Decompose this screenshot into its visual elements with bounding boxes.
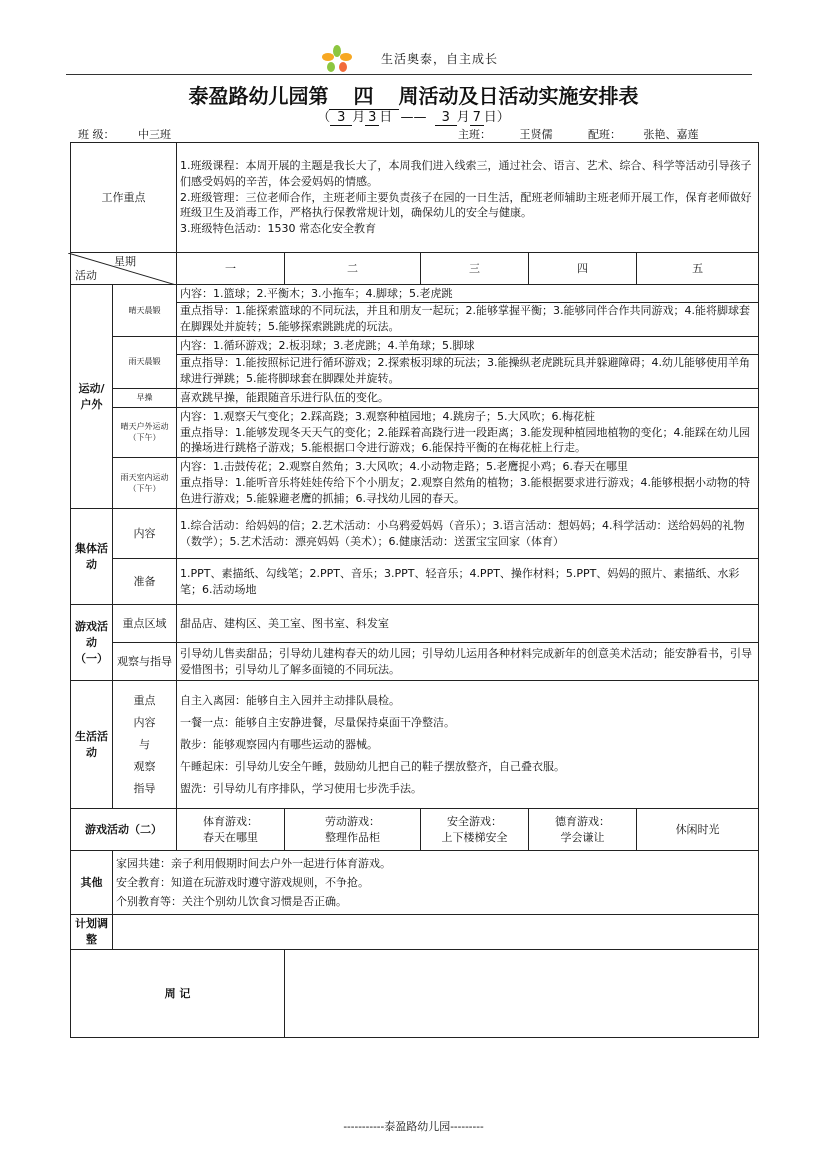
assist-teacher-value: 张艳、嘉莲 — [621, 126, 721, 143]
outdoor-line: 重点指导：1.能够发现冬天天气的变化；2.能踩着高跷行进一段距离；3.能发现种植园地植物的变化；4.能踩在幼儿园的操场进行跳格子游戏；5.能根据口令进行游戏；6.能保持平衡的在梅花桩上行走。 — [180, 425, 750, 455]
life-side-word: 指导 — [133, 781, 156, 795]
outdoor-row-name: 晴天晨锻 — [113, 285, 177, 337]
game1-area: 甜品店、建构区、美工室、图书室、科发室 — [177, 605, 759, 643]
outdoor-line: 重点指导：1.能听音乐将娃娃传给下个小朋友；2.观察自然角的植物；3.能根据要求进行游戏；4.能够根据小动物的特色进行游戏；5.能躲避老鹰的抓捕；6.寻找幼儿园的春天。 — [180, 476, 750, 506]
other-line: 个别教育等：关注个别幼儿饮食习惯是否正确。 — [116, 895, 347, 909]
outdoor-row-name: 早操 — [113, 388, 177, 407]
life-row — [71, 681, 759, 809]
life-side-word: 内容 — [133, 715, 156, 729]
assist-teacher-label: 配班： — [588, 128, 621, 141]
start-month: 3 — [330, 110, 352, 126]
end-day: 7 — [470, 110, 484, 126]
plan-adjust-label: 计划调整 — [71, 915, 113, 950]
outdoor-row-content — [177, 285, 759, 337]
life-line: 盥洗：引导幼儿有序排队，学习使用七步洗手法。 — [180, 781, 422, 795]
group-prep-row — [71, 559, 759, 605]
title-prefix: 泰盈路幼儿园第 — [188, 84, 329, 108]
group-content-row — [71, 509, 759, 559]
header-divider — [66, 74, 752, 75]
outdoor-line: 内容：1.循环游戏；2.板羽球；3.老虎跳；4.羊角球；5.脚球 — [180, 338, 475, 352]
game2-item — [529, 809, 637, 851]
outdoor-row-name: 晴天户外运动（下午） — [113, 407, 177, 458]
weekly-note-row — [71, 950, 759, 1038]
weekday-tue: 二 — [285, 253, 421, 285]
life-side-word: 观察 — [133, 759, 156, 773]
game1-area-label: 重点区域 — [113, 605, 177, 643]
game2-item — [421, 809, 529, 851]
game2-type: 德育游戏： — [555, 814, 610, 828]
life-side-word: 重点 — [133, 693, 156, 707]
game2-item — [177, 809, 285, 851]
class-value: 中三班 — [115, 126, 195, 143]
work-focus-label: 工作重点 — [71, 143, 177, 253]
game2-type: 体育游戏： — [203, 814, 258, 828]
other-content — [113, 851, 759, 915]
lead-teacher-label: 主班： — [458, 128, 491, 141]
plan-adjust-input[interactable] — [113, 915, 759, 950]
game2-name: 整理作品柜 — [325, 830, 380, 844]
date-range — [0, 106, 827, 126]
start-day: 3 — [365, 110, 379, 126]
outdoor-row-name: 雨天晨锻 — [113, 336, 177, 388]
outdoor-line: 内容：1.击鼓传花；2.观察自然角；3.大风吹；4.小动物走路；5.老鹰捉小鸡；6.春天在哪里 — [180, 460, 628, 474]
group-content: 1.综合活动：给妈妈的信；2.艺术活动：小乌鸦爱妈妈（音乐）；3.语言活动：想妈妈；4.科学活动：送给妈妈的礼物（数学）；5.艺术活动：漂亮妈妈（美术）；6.健康活动：送蛋宝宝回家（体育） — [177, 509, 759, 559]
weekday-mon: 一 — [177, 253, 285, 285]
date-open-paren: （ — [317, 110, 331, 125]
weekday-thu: 四 — [529, 253, 637, 285]
other-section-label: 其他 — [71, 851, 113, 915]
plan-adjust-row — [71, 915, 759, 950]
weekly-note-label: 周 记 — [71, 950, 285, 1038]
life-content — [177, 681, 759, 809]
weekday-header-row — [71, 253, 759, 285]
life-line: 一餐一点：能够自主安静进餐，尽量保持桌面干净整洁。 — [180, 715, 455, 729]
game2-name: 春天在哪里 — [203, 830, 258, 844]
work-focus-line-3: 3.班级特色活动：1530 常态化安全教育 — [180, 222, 376, 236]
outdoor-row-1 — [71, 285, 759, 337]
game1-area-row — [71, 605, 759, 643]
end-month-word: 月 — [456, 110, 470, 125]
school-motto: 生活奥泰，自主成长 — [381, 52, 499, 66]
weekday-corner-top: 星期 — [114, 254, 136, 268]
game2-item — [285, 809, 421, 851]
end-month: 3 — [435, 110, 457, 126]
other-line: 家园共建：亲子利用假期时间去户外一起进行体育游戏。 — [116, 856, 391, 870]
outdoor-line: 内容：1.观察天气变化；2.踩高跷；3.观察种植园地；4.跳房子；5.大风吹；6.梅花桩 — [180, 409, 595, 423]
outdoor-line: 重点指导：1.能按照标记进行循环游戏；2.探索板羽球的玩法；3.能操纵老虎跳玩具并躲避障碍；4.幼儿能够使用羊角球进行弹跳；5.能将脚球套在脚踝处并旋转。 — [177, 354, 758, 387]
game1-guide: 引导幼儿售卖甜品；引导幼儿建构春天的幼儿园；引导幼儿运用各种材料完成新年的创意美术活动；能安静看书，引导爱惜图书；引导幼儿了解多面镜的不同玩法。 — [177, 643, 759, 681]
page-footer: -----------泰盈路幼儿园--------- — [343, 1120, 484, 1133]
game2-type: 劳动游戏： — [325, 814, 380, 828]
life-line: 散步：能够观察园内有哪些运动的器械。 — [180, 737, 378, 751]
date-dash: —— — [400, 110, 427, 125]
school-logo — [320, 44, 354, 74]
outdoor-row-content — [177, 458, 759, 509]
life-section-label: 生活活动 — [71, 681, 113, 809]
game1-guide-label: 观察与指导 — [113, 643, 177, 681]
outdoor-row-content — [177, 407, 759, 458]
outdoor-row-3 — [71, 388, 759, 407]
outdoor-line: 重点指导：1.能探索篮球的不同玩法，并且和朋友一起玩；2.能够掌握平衡；3.能够同伴合作共同游戏；4.能将脚球套在脚踝处并旋转；5.能够探索跳跳虎的玩法。 — [177, 302, 758, 335]
outdoor-row-content — [177, 336, 759, 388]
title-suffix: 周活动及日活动实施安排表 — [398, 84, 639, 108]
life-side-label — [113, 681, 177, 809]
life-side-word: 与 — [139, 737, 150, 751]
life-line: 午睡起床：引导幼儿安全午睡，鼓励幼儿把自己的鞋子摆放整齐，自己叠衣服。 — [180, 759, 565, 773]
weekly-plan-table — [70, 142, 759, 1038]
outdoor-line: 喜欢跳早操，能跟随音乐进行队伍的变化。 — [177, 388, 759, 407]
game2-type: 安全游戏： — [447, 814, 502, 828]
group-prep-label: 准备 — [113, 559, 177, 605]
weekly-note-input[interactable] — [285, 950, 759, 1038]
start-day-word: 日 — [379, 110, 393, 125]
start-month-word: 月 — [352, 110, 366, 125]
game2-name: 上下楼梯安全 — [441, 830, 508, 844]
outdoor-row-5 — [71, 458, 759, 509]
weekday-wed: 三 — [421, 253, 529, 285]
outdoor-line: 内容：1.篮球；2.平衡木；3.小拖车；4.脚球；5.老虎跳 — [180, 287, 453, 300]
group-prep: 1.PPT、素描纸、勾线笔；2.PPT、音乐；3.PPT、轻音乐；4.PPT、操作材料；5.PPT、妈妈的照片、素描纸、水彩笔；6.活动场地 — [177, 559, 759, 605]
weekday-corner-cell — [71, 253, 177, 285]
game2-row — [71, 809, 759, 851]
outdoor-section-label: 运动/户外 — [71, 285, 113, 509]
life-line: 自主入离园：能够自主入园并主动排队晨检。 — [180, 693, 400, 707]
title-week: 四 — [329, 80, 399, 110]
game1-guide-row — [71, 643, 759, 681]
other-row — [71, 851, 759, 915]
work-focus-line-2: 2.班级管理：三位老师合作，主班老师主要负责孩子在园的一日生活，配班老师辅助主班老师开展工作，保育老师做好班级卫生及消毒工作，严格执行保教常规计划，确保幼儿的安全与健康。 — [180, 190, 752, 220]
outdoor-row-4 — [71, 407, 759, 458]
work-focus-row — [71, 143, 759, 253]
work-focus-content — [177, 143, 759, 253]
date-close-paren: ） — [496, 110, 510, 125]
outdoor-row-name: 雨天室内运动（下午） — [113, 458, 177, 509]
game2-section-label: 游戏活动（二） — [71, 809, 177, 851]
work-focus-line-1: 1.班级课程：本周开展的主题是我长大了，本周我们进入线索三，通过社会、语言、艺术、综合、科学等活动引导孩子们感受妈妈的辛苦，体会爱妈妈的情感。 — [180, 158, 752, 188]
game2-name: 学会谦让 — [560, 830, 605, 844]
class-label: 班 级： — [78, 128, 115, 141]
end-day-word: 日 — [483, 110, 497, 125]
outdoor-row-2 — [71, 336, 759, 388]
weekday-fri: 五 — [637, 253, 759, 285]
group-content-label: 内容 — [113, 509, 177, 559]
game1-section-label: 游戏活动（一） — [71, 605, 113, 681]
group-section-label: 集体活动 — [71, 509, 113, 605]
lead-teacher-value: 王贤儒 — [491, 126, 581, 143]
other-line: 安全教育：知道在玩游戏时遵守游戏规则，不争抢。 — [116, 876, 369, 890]
game2-free: 休闲时光 — [637, 809, 759, 851]
weekday-corner-bottom: 活动 — [75, 268, 97, 282]
